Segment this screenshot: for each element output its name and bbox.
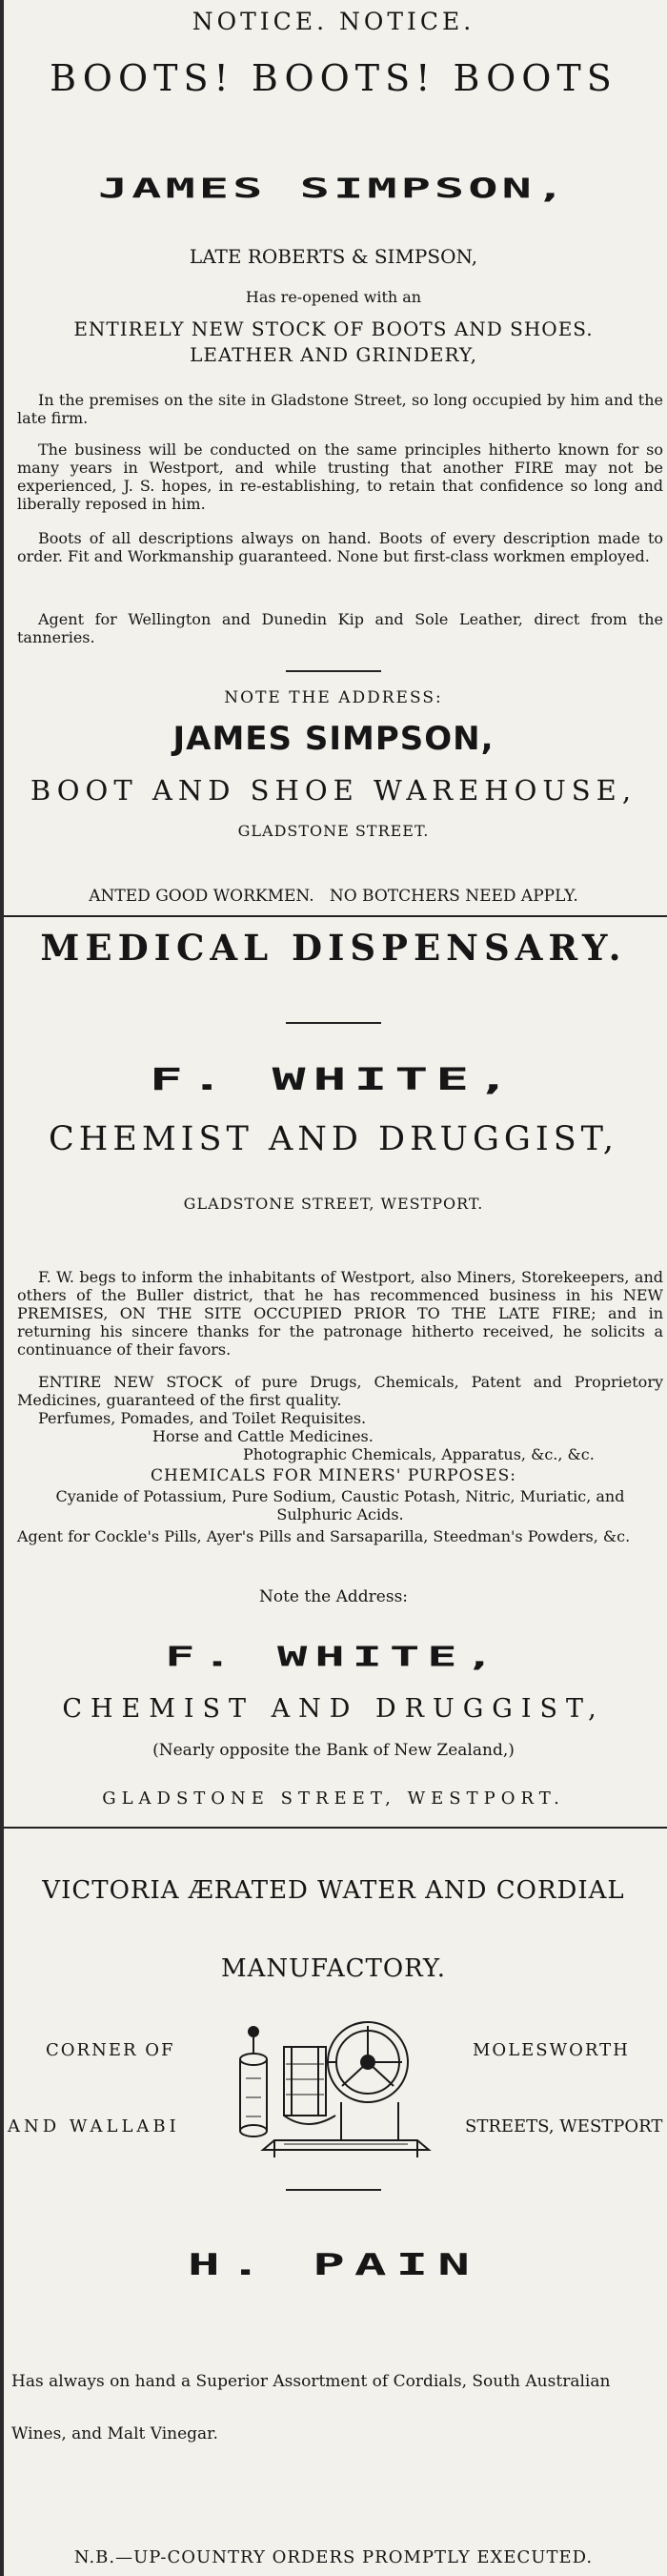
simpson-name-bold: JAMES SIMPSON,	[172, 720, 495, 758]
pills-agent-line: Agent for Cockle's Pills, Ayer's Pills and Sarsaparilla, Steedman's Powders, &c.	[17, 1527, 631, 1545]
streets-westport-label: STREETS, WESTPORT	[465, 2116, 663, 2136]
leather-agent-paragraph: Agent for Wellington and Dunedin Kip and Sole Leather, direct from the tanneries.	[17, 610, 663, 646]
bank-note: (Nearly opposite the Bank of New Zealand,)	[152, 1741, 515, 1760]
boots-description-paragraph: Boots of all descriptions always on hand. Boots of every description made to order. Fit and Workmanship guaranteed. None but first-class workmen employed.	[17, 529, 663, 565]
notice-heading: NOTICE. NOTICE.	[192, 8, 475, 35]
miners-chemicals: Cyanide of Potassium, Pure Sodium, Caustic Potash, Nitric, Muriatic, and Sulphuric Acids.	[55, 1487, 625, 1523]
reopened-line: Has re-opened with an	[245, 288, 422, 306]
wallabi-label: AND WALLABI	[8, 2116, 180, 2136]
chemist-trade: CHEMIST AND DRUGGIST,	[48, 1120, 618, 1158]
photographic-line: Photographic Chemicals, Apparatus, &c., &c.	[243, 1445, 595, 1463]
manufactory-heading: MANUFACTORY.	[220, 1954, 447, 1983]
simpson-name: JAMES SIMPSON,	[97, 173, 570, 205]
wines-line: Wines, and Malt Vinegar.	[11, 2424, 218, 2443]
ad-separator-1	[4, 915, 667, 917]
dispensary-address-2: GLADSTONE STREET, WESTPORT.	[102, 1789, 565, 1809]
note-address-label: NOTE THE ADDRESS:	[224, 688, 443, 707]
white-name-2: F. WHITE,	[165, 1641, 502, 1673]
aerated-water-machine-icon	[217, 2007, 446, 2169]
cordials-line: Has always on hand a Superior Assortment of Cordials, South Australian	[11, 2372, 611, 2391]
molesworth-label: MOLESWORTH	[473, 2040, 630, 2060]
dispensary-address: GLADSTONE STREET, WESTPORT.	[183, 1195, 484, 1213]
workmen-wanted: ANTED GOOD WORKMEN. NO BOTCHERS NEED APPLY.	[89, 887, 578, 906]
miners-heading: CHEMICALS FOR MINERS' PURPOSES:	[151, 1466, 516, 1485]
warehouse-line: BOOT AND SHOE WAREHOUSE,	[30, 774, 637, 807]
intro-paragraph: F. W. begs to inform the inhabitants of Westport, also Miners, Storekeepers, and others of the Buller district, that he has recommenced business in his NEW PREMISES, ON THE SITE OCCUPIED PRIOR TO THE LATE FIRE; and in returning his sincere thanks for the patronage hitherto received, he solicits a continuance of their favors.	[17, 1268, 663, 1359]
stock-line-2: LEATHER AND GRINDERY,	[190, 343, 477, 366]
chemist-trade-2: CHEMIST AND DRUGGIST,	[62, 1694, 605, 1724]
corner-of-label: CORNER OF	[46, 2040, 175, 2060]
short-divider	[286, 2189, 381, 2191]
column-rule	[0, 0, 4, 2576]
short-divider	[286, 1022, 381, 1024]
perfumes-line: Perfumes, Pomades, and Toilet Requisites.	[38, 1409, 367, 1427]
short-divider	[286, 670, 381, 672]
boots-heading: BOOTS! BOOTS! BOOTS	[50, 57, 617, 99]
stock-line-1: ENTIRELY NEW STOCK OF BOOTS AND SHOES.	[73, 317, 594, 340]
dispensary-heading: MEDICAL DISPENSARY.	[40, 927, 627, 969]
white-name: F. WHITE,	[149, 1061, 518, 1097]
premises-paragraph: In the premises on the site in Gladstone Street, so long occupied by him and the late firm.	[17, 391, 663, 427]
stock-paragraph: ENTIRE NEW STOCK of pure Drugs, Chemicals, Patent and Proprietory Medicines, guaranteed of the first quality.	[17, 1373, 663, 1409]
ad-separator-2	[4, 1827, 667, 1829]
business-paragraph: The business will be conducted on the same principles hitherto known for so many years in Westport, and while trusting that another FIRE may not be experienced, J. S. hopes, in re-establishing, to retain that confidence so long and liberally reposed in him.	[17, 440, 663, 513]
up-country-note: N.B.—UP-COUNTRY ORDERS PROMPTLY EXECUTED.	[73, 2547, 594, 2567]
pain-name: H. PAIN	[187, 2247, 479, 2282]
note-address-label-2: Note the Address:	[258, 1587, 409, 1606]
horse-line: Horse and Cattle Medicines.	[152, 1427, 374, 1445]
gladstone-street: GLADSTONE STREET.	[237, 822, 430, 840]
victoria-heading: VICTORIA ÆRATED WATER AND CORDIAL	[42, 1876, 625, 1905]
late-firm: LATE ROBERTS & SIMPSON,	[189, 245, 478, 268]
